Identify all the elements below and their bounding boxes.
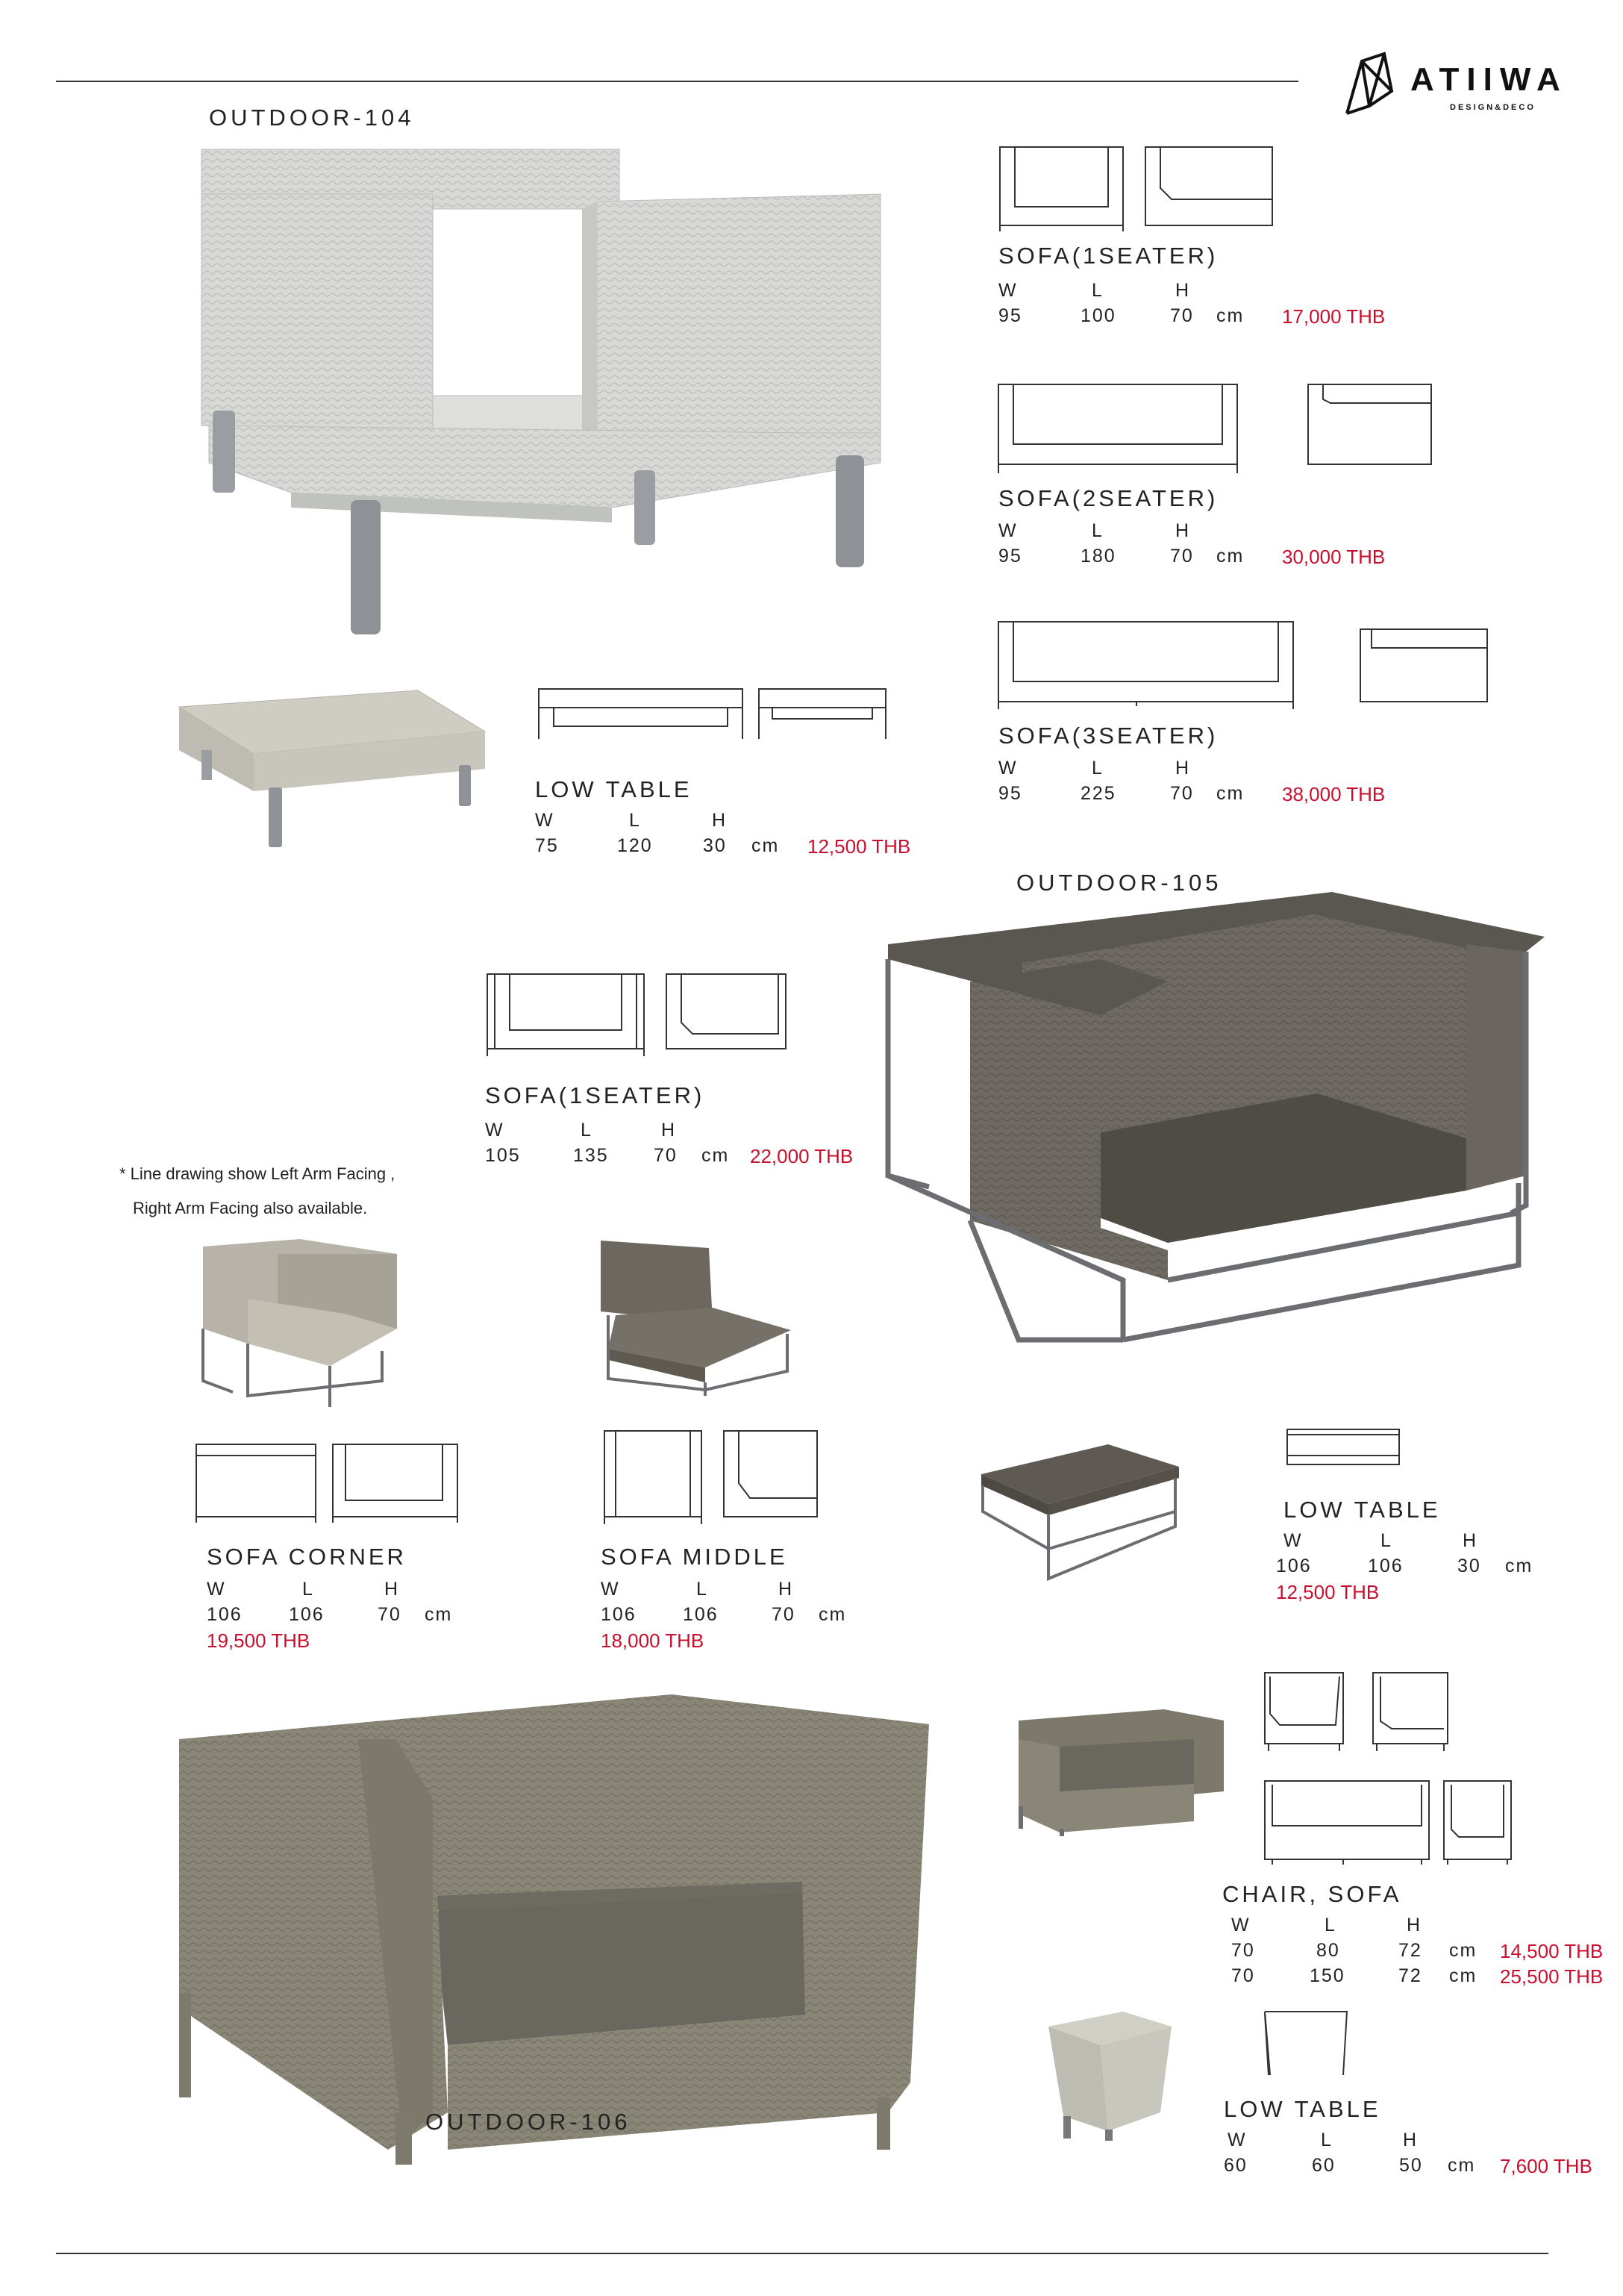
w-label: W (998, 280, 1018, 301)
price: 12,500 THB (807, 835, 911, 858)
price: 7,600 THB (1500, 2155, 1592, 2177)
w-value: 70 (1231, 1965, 1255, 1986)
w-value: 75 (535, 835, 559, 856)
sofa-corner-image (196, 1239, 403, 1411)
l-value: 150 (1310, 1965, 1345, 1986)
w-label: W (1231, 1915, 1251, 1935)
chair-sofa-106-drawing (1261, 1669, 1530, 1856)
sofa-middle-image (593, 1241, 795, 1397)
h-value: 70 (1170, 546, 1194, 567)
price: 18,000 THB (601, 1629, 704, 1652)
price: 38,000 THB (1282, 783, 1386, 805)
l-label: L (1092, 280, 1104, 301)
sofa-2seater-name: SOFA(2SEATER) (998, 485, 1219, 511)
w-value: 95 (998, 305, 1022, 326)
sofa-1seater-105-name: SOFA(1SEATER) (485, 1082, 705, 1108)
unit: cm (1216, 546, 1245, 567)
w-value: 106 (601, 1604, 637, 1625)
w-value: 106 (207, 1604, 243, 1625)
l-label: L (1380, 1530, 1392, 1551)
h-value: 72 (1398, 1965, 1422, 1986)
w-label: W (1283, 1530, 1303, 1551)
low-table-106-drawing (1261, 2008, 1351, 2083)
w-label: W (1228, 2130, 1247, 2150)
atiiwa-logo-icon (1339, 46, 1399, 121)
outdoor-104-armchair-image (194, 149, 910, 642)
h-label: H (1403, 2130, 1419, 2150)
sofa-1seater-drawing (996, 143, 1272, 233)
h-label: H (1175, 520, 1191, 541)
price: 14,500 THB (1500, 1940, 1604, 1962)
unit: cm (701, 1145, 730, 1166)
unit: cm (425, 1604, 453, 1625)
h-label: H (1407, 1915, 1422, 1935)
l-value: 106 (289, 1604, 325, 1625)
w-label: W (485, 1120, 504, 1141)
h-value: 70 (654, 1145, 678, 1166)
price: 17,000 THB (1282, 305, 1386, 328)
arm-facing-note (119, 1157, 507, 1226)
h-label: H (1463, 1530, 1478, 1551)
low-table-105-dims (1276, 1530, 1589, 1606)
chair-sofa-name: CHAIR, SOFA (1222, 1881, 1402, 1907)
w-label: W (998, 758, 1018, 779)
unit: cm (1448, 2155, 1476, 2176)
brand-name: ATIIWA (1410, 61, 1568, 98)
sofa-corner-dims (207, 1579, 542, 1655)
w-value: 60 (1224, 2155, 1248, 2176)
l-value: 120 (617, 835, 653, 856)
h-value: 72 (1398, 1940, 1422, 1961)
w-value: 105 (485, 1145, 521, 1166)
sofa-1seater-dims (998, 280, 1416, 331)
sofa-3seater-drawing (995, 618, 1495, 711)
price: 22,000 THB (750, 1145, 854, 1167)
price: 19,500 THB (207, 1629, 310, 1652)
low-table-104-dims (535, 810, 953, 861)
h-value: 70 (1170, 783, 1194, 804)
h-label: H (712, 810, 728, 831)
bottom-rule (56, 2253, 1548, 2254)
brand-tagline: DESIGN&DECO (1450, 103, 1536, 112)
l-label: L (581, 1120, 592, 1141)
l-label: L (1092, 758, 1104, 779)
h-label: H (384, 1579, 400, 1600)
h-value: 70 (772, 1604, 795, 1625)
price: 12,500 THB (1276, 1581, 1380, 1603)
price: 30,000 THB (1282, 546, 1386, 568)
w-label: W (601, 1579, 620, 1600)
sofa-middle-dims (601, 1579, 936, 1655)
outdoor-105-sofa-image (884, 892, 1548, 1347)
low-table-105-drawing (1283, 1426, 1403, 1470)
w-label: W (535, 810, 554, 831)
l-label: L (696, 1579, 708, 1600)
l-value: 106 (1368, 1556, 1404, 1576)
h-label: H (661, 1120, 677, 1141)
h-label: H (1175, 280, 1191, 301)
sofa-3seater-dims (998, 758, 1416, 808)
outdoor-106-small-sofa-image (1015, 1709, 1228, 1836)
note-line-1: * Line drawing show Left Arm Facing , (119, 1164, 395, 1183)
unit: cm (1449, 1940, 1477, 1961)
l-value: 106 (683, 1604, 719, 1625)
l-value: 225 (1081, 783, 1116, 804)
h-value: 30 (703, 835, 727, 856)
w-value: 95 (998, 546, 1022, 567)
l-label: L (1325, 1915, 1336, 1935)
outdoor-105-title: OUTDOOR-105 (1016, 870, 1222, 896)
h-label: H (1175, 758, 1191, 779)
unit: cm (751, 835, 780, 856)
w-label: W (998, 520, 1018, 541)
note-line-2: Right Arm Facing also available. (133, 1199, 368, 1217)
h-label: H (778, 1579, 794, 1600)
w-value: 106 (1276, 1556, 1312, 1576)
unit: cm (819, 1604, 847, 1625)
chair-sofa-dims (1231, 1915, 1619, 1991)
l-value: 80 (1316, 1940, 1340, 1961)
sofa-corner-drawing (193, 1441, 469, 1526)
low-table-104-name: LOW TABLE (535, 776, 692, 802)
w-label: W (207, 1579, 226, 1600)
sofa-1seater-105-dims (485, 1120, 903, 1170)
h-value: 50 (1399, 2155, 1423, 2176)
outdoor-106-title: OUTDOOR-106 (425, 2109, 631, 2135)
price: 25,500 THB (1500, 1965, 1604, 1988)
h-value: 70 (1170, 305, 1194, 326)
l-value: 100 (1081, 305, 1116, 326)
sofa-2seater-dims (998, 520, 1416, 571)
l-label: L (1092, 520, 1104, 541)
outdoor-104-title: OUTDOOR-104 (209, 104, 415, 131)
h-value: 70 (378, 1604, 401, 1625)
sofa-3seater-name: SOFA(3SEATER) (998, 723, 1219, 749)
outdoor-106-low-table-image (1033, 2012, 1175, 2142)
l-label: L (629, 810, 641, 831)
l-value: 60 (1312, 2155, 1336, 2176)
outdoor-105-low-table-image (974, 1444, 1183, 1586)
outdoor-106-sofa-image (149, 1694, 933, 2165)
h-value: 30 (1457, 1556, 1481, 1576)
sofa-middle-name: SOFA MIDDLE (601, 1544, 788, 1570)
low-table-106-dims (1224, 2130, 1612, 2180)
low-table-106-name: LOW TABLE (1224, 2096, 1381, 2122)
sofa-1seater-105-drawing (484, 970, 797, 1060)
sofa-corner-name: SOFA CORNER (207, 1544, 407, 1570)
sofa-middle-drawing (601, 1427, 825, 1528)
l-value: 135 (573, 1145, 609, 1166)
outdoor-104-low-table-image (172, 690, 492, 851)
unit: cm (1505, 1556, 1533, 1576)
sofa-1seater-name: SOFA(1SEATER) (998, 243, 1219, 269)
l-label: L (1321, 2130, 1333, 2150)
low-table-104-drawing (535, 685, 893, 745)
l-label: L (302, 1579, 314, 1600)
unit: cm (1216, 305, 1245, 326)
unit: cm (1449, 1965, 1477, 1986)
l-value: 180 (1081, 546, 1116, 567)
sofa-2seater-drawing (995, 381, 1435, 478)
w-value: 70 (1231, 1940, 1255, 1961)
unit: cm (1216, 783, 1245, 804)
low-table-105-name: LOW TABLE (1283, 1497, 1441, 1523)
top-rule (56, 81, 1298, 82)
w-value: 95 (998, 783, 1022, 804)
